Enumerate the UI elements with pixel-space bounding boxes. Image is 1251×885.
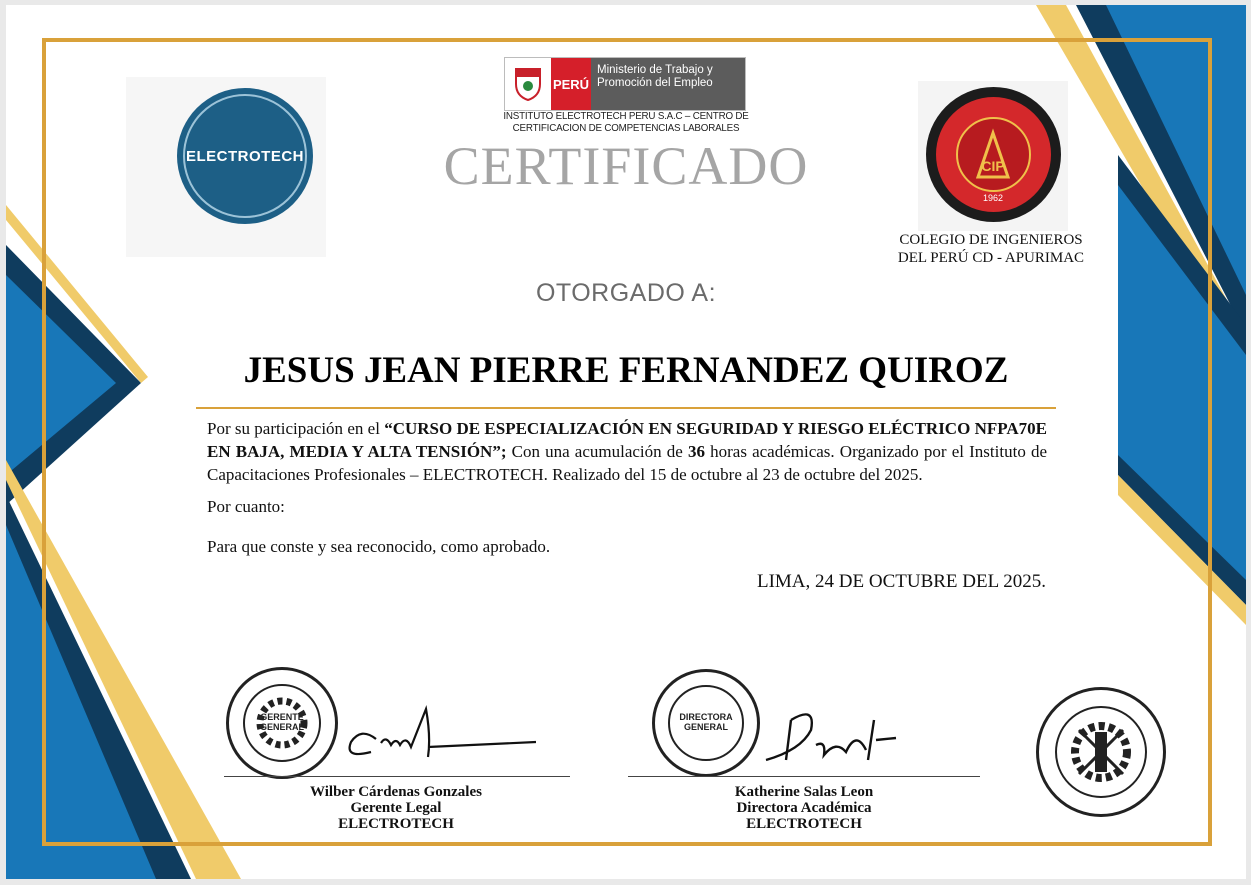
gerente-stamp	[226, 667, 338, 779]
por-cuanto: Por cuanto:	[207, 497, 285, 516]
peru-shield-icon	[505, 58, 551, 110]
hours-value: 36	[687, 442, 705, 461]
body-intro: Por su participación en el	[207, 419, 385, 438]
signer-1	[246, 784, 546, 832]
signer-2-org: ELECTROTECH	[746, 816, 862, 832]
signer-1-org: ELECTROTECH	[338, 816, 454, 832]
gear-tower-icon	[1067, 718, 1135, 786]
signer-2-name: Katherine Salas Leon	[734, 784, 874, 800]
colegio-line-2: DEL PERÚ CD - APURIMAC	[897, 250, 1085, 266]
hours-post: horas académicas. Organizado por el Instituto de Capacitaciones Profesionales – ELECTROTECH. Realizado del 15 de octubre al 23 de octubre del 2025.	[207, 442, 1047, 484]
stamp-role-4: GENERAL	[683, 722, 728, 732]
institute-seal	[1036, 687, 1166, 817]
colegio-caption	[886, 231, 1096, 267]
signature-line-1	[224, 776, 570, 777]
signer-1-title: Gerente Legal	[350, 800, 442, 816]
cip-emblem-text: CIP	[981, 158, 1005, 174]
signer-2-title: Directora Académica	[736, 800, 872, 816]
signature-katherine	[756, 700, 906, 770]
hours-pre: Con una acumulación de	[506, 442, 688, 461]
certificate-title: CERTIFICADO	[443, 136, 809, 196]
logo-brand-text: ELECTROTECH	[186, 147, 304, 165]
signature-line-2	[628, 776, 980, 777]
certificate-body	[207, 417, 1047, 486]
signer-2	[654, 784, 954, 832]
cip-seal	[926, 87, 1061, 222]
peru-label: PERÚ	[551, 58, 591, 110]
course-name: “CURSO DE ESPECIALIZACIÓN EN SEGURIDAD Y RIESGO ELÉCTRICO NFPA70E EN BAJA, MEDIA Y ALTA TENSIÓN”;	[207, 419, 1047, 461]
cip-emblem-icon	[926, 87, 1061, 222]
directora-stamp	[652, 669, 760, 777]
signer-1-name: Wilber Cárdenas Gonzales	[310, 784, 482, 800]
cip-year: 1962	[982, 193, 1004, 203]
stamp-role-3: DIRECTORA	[679, 712, 733, 722]
date-line: LIMA, 24 DE OCTUBRE DEL 2025.	[756, 571, 1046, 592]
recipient-name: JESUS JEAN PIERRE FERNANDEZ QUIROZ	[243, 350, 1009, 391]
ministry-logo	[504, 57, 746, 111]
name-underline	[196, 407, 1056, 409]
stamp-role-2: GENERAL	[259, 722, 304, 732]
signature-wilber	[336, 697, 536, 767]
colegio-line-1: COLEGIO DE INGENIEROS	[899, 232, 1083, 248]
awarded-label: OTORGADO A:	[535, 279, 717, 307]
electrotech-logo	[177, 88, 313, 224]
certificate-page	[6, 5, 1246, 879]
conste-line: Para que conste y sea reconocido, como aprobado.	[207, 537, 551, 556]
ministry-name: Ministerio de Trabajo y Promoción del Empleo	[591, 58, 745, 110]
stamp-role-1: GERENTE	[260, 712, 304, 722]
institution-line: INSTITUTO ELECTROTECH PERU S.A.C – CENTRO DE CERTIFICACION DE COMPETENCIAS LABORALES	[503, 111, 749, 134]
